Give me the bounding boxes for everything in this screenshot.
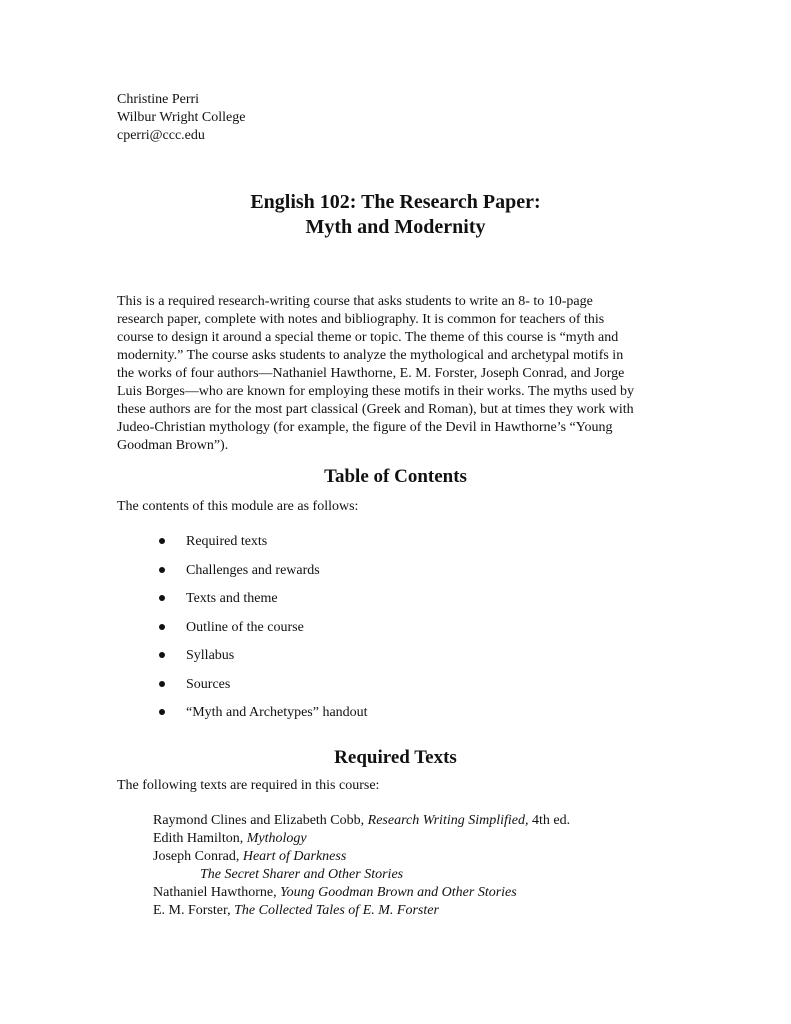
intro-line: This is a required research-writing course that asks students to write an 8- to 10-page: [117, 294, 593, 309]
author-college: Wilbur Wright College: [117, 110, 246, 125]
bullet-icon: [159, 624, 165, 630]
required-text-entry: [153, 812, 570, 830]
entry-title: The Secret Sharer and Other Stories: [200, 867, 404, 882]
toc-item-label: Syllabus: [186, 648, 235, 663]
entry-suffix: 4th ed.: [528, 813, 571, 828]
required-text-entry: [153, 866, 570, 884]
toc-item: [0, 533, 791, 562]
intro-line: Judeo-Christian mythology (for example, the figure of the Devil in Hawthorne’s “Young: [117, 420, 613, 435]
author-email: cperri@ccc.edu: [117, 128, 205, 143]
required-text-entry: [153, 884, 570, 902]
toc-item-label: Sources: [186, 676, 231, 692]
entry-author: Edith Hamilton,: [153, 831, 247, 846]
entry-title: The Collected Tales of E. M. Forster: [234, 903, 439, 918]
bullet-icon: [159, 709, 165, 715]
author-block: [117, 91, 245, 145]
entry-title: Young Goodman Brown and Other Stories: [280, 885, 517, 900]
intro-line: modernity.” The course asks students to analyze the mythological and archetypal motifs in: [117, 348, 624, 363]
required-text-entry: [153, 848, 570, 866]
intro-line: Goodman Brown”).: [117, 438, 229, 453]
bullet-icon: [159, 595, 165, 601]
toc-intro: The contents of this module are as follows:: [117, 499, 359, 514]
bullet-icon: [159, 652, 165, 658]
toc-item-label: Outline of the course: [186, 619, 304, 635]
intro-line: the works of four authors—Nathaniel Hawthorne, E. M. Forster, Joseph Conrad, and Jorge: [117, 366, 625, 381]
required-texts-list: [153, 812, 570, 920]
intro-line: Luis Borges—who are known for employing these motifs in their works. The myths used by: [117, 384, 635, 399]
toc-item: [0, 676, 791, 705]
author-name: Christine Perri: [117, 92, 200, 107]
intro-line: research paper, complete with notes and bibliography. It is common for teachers of this: [117, 312, 605, 327]
entry-author: Joseph Conrad,: [153, 849, 243, 864]
entry-author: E. M. Forster,: [153, 903, 235, 918]
toc-item: [0, 562, 791, 591]
entry-title: Mythology: [246, 831, 307, 846]
intro-line: these authors are for the most part classical (Greek and Roman), but at times they work with: [117, 402, 634, 417]
bullet-icon: [159, 567, 165, 573]
toc-list: [0, 533, 791, 733]
page-title: [0, 190, 791, 240]
intro-line: course to design it around a special theme or topic. The theme of this course is “myth and: [117, 330, 619, 345]
toc-item: [0, 647, 791, 676]
title-line-2: Myth and Modernity: [305, 216, 486, 238]
bullet-icon: [159, 681, 165, 687]
required-texts-intro: The following texts are required in this course:: [117, 778, 380, 793]
required-text-entry: [153, 830, 570, 848]
required-text-entry: [153, 902, 570, 920]
entry-author: Nathaniel Hawthorne,: [153, 885, 281, 900]
bullet-icon: [159, 538, 165, 544]
required-texts-heading: Required Texts: [334, 747, 457, 768]
toc-item: [0, 619, 791, 648]
toc-item-label: “Myth and Archetypes” handout: [186, 705, 368, 720]
toc-item: [0, 704, 791, 733]
toc-item-label: Texts and theme: [186, 591, 278, 606]
toc-item-label: Challenges and rewards: [186, 562, 320, 578]
intro-paragraph: [117, 293, 683, 455]
toc-item: [0, 590, 791, 619]
entry-title: Heart of Darkness: [242, 849, 347, 864]
toc-heading: Table of Contents: [324, 466, 467, 487]
toc-item-label: Required texts: [186, 534, 268, 549]
entry-title: Research Writing Simplified,: [367, 813, 529, 828]
entry-author: Raymond Clines and Elizabeth Cobb,: [153, 813, 368, 828]
title-line-1: English 102: The Research Paper:: [250, 191, 541, 213]
